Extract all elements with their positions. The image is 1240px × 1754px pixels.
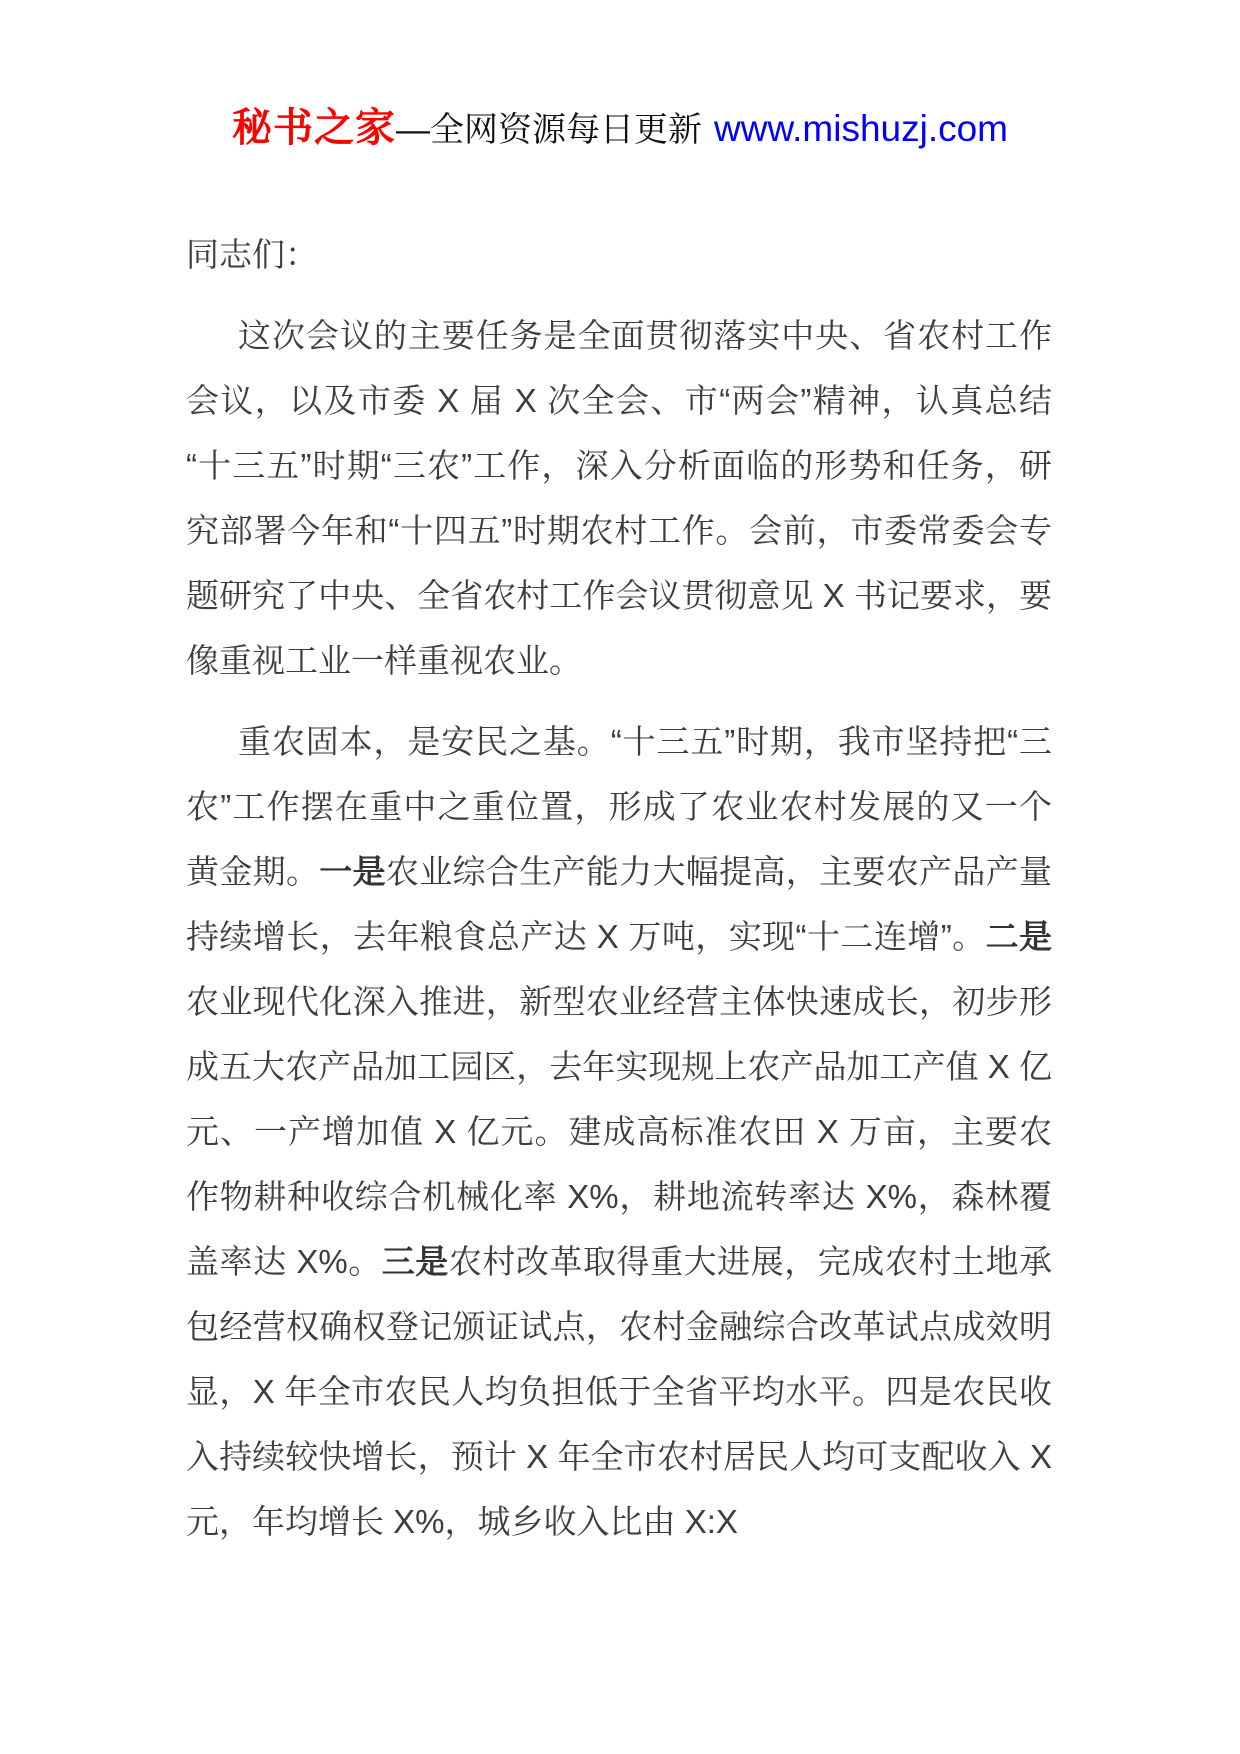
paragraph-2-point-2-label: 二是 (985, 918, 1053, 955)
paragraph-2 (186, 709, 1052, 1554)
salutation: 同志们： (186, 236, 318, 273)
document-body (186, 222, 1052, 1570)
paragraph-2-point-1-label: 一是 (319, 853, 386, 890)
site-tagline: —全网资源每日更新 (396, 111, 702, 149)
paragraph-1 (186, 303, 1052, 693)
paragraph-2-point-3-text: 农村改革取得重大进展，完成农村土地承包经营权确权登记颁证试点，农村金融综合改革试点成效明显，X 年全市农民人均负担低于全省平均水平。四是农民收入持续较快增长，预计 X 年全市农村居民人均可支配收入 X 元，年均增长 X%，城乡收入比由 X:X (186, 1243, 1053, 1540)
site-header (0, 96, 1240, 153)
site-url-link[interactable]: www.mishuzj.com (714, 108, 1008, 149)
site-name: 秘书之家 (232, 106, 396, 150)
paragraph-2-point-2-text: 农业现代化深入推进，新型农业经营主体快速成长，初步形成五大农产品加工园区，去年实现规上农产品加工产值 X 亿元、一产增加值 X 亿元。建成高标准农田 X 万亩，主要农作物耕种收综合机械化率 X%，耕地流转率达 X%，森林覆盖率达 X%。 (186, 983, 1052, 1280)
paragraph-2-point-3-label: 三是 (381, 1243, 449, 1280)
paragraph-2-intro: 重农固本，是安民之基。“十三五”时期，我市坚持把“三农”工作摆在重中之重位置，形成了农业农村发展的又一个黄金期。 (186, 723, 1052, 890)
paragraph-1-text: 这次会议的主要任务是全面贯彻落实中央、省农村工作会议，以及市委 X 届 X 次全会、市“两会”精神，认真总结“十三五”时期“三农”工作，深入分析面临的形势和任务，研究部署今年和“十四五”时期农村工作。会前，市委常委会专题研究了中央、全省农村工作会议贯彻意见 X 书记要求，要像重视工业一样重视农业。 (186, 317, 1052, 679)
paragraph-2-point-1-text: 农业综合生产能力大幅提高，主要农产品产量持续增长，去年粮食总产达 X 万吨，实现“十二连增”。 (186, 853, 1053, 955)
